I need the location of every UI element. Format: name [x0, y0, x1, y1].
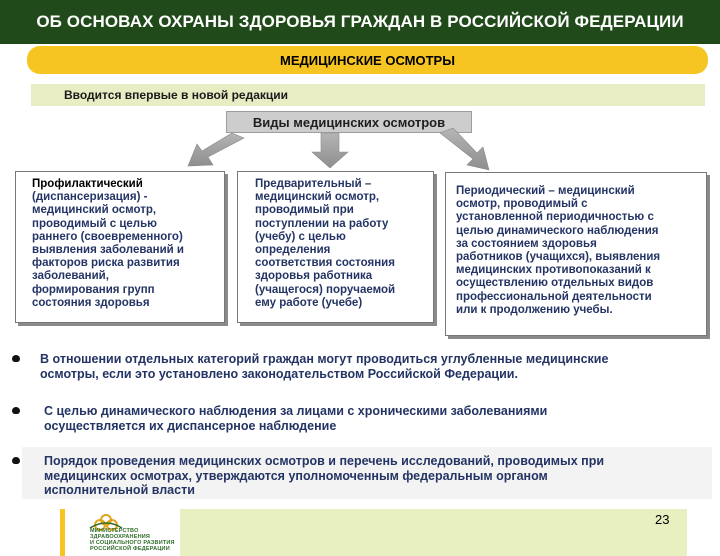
- note-text: Вводится впервые в новой редакции: [64, 88, 289, 102]
- list-item-line: Порядок проведения медицинских осмотров и перечень исследований, проводимых при: [44, 454, 605, 468]
- arrow-right-icon: [440, 128, 489, 170]
- box-line: за состоянием здоровья: [456, 237, 597, 250]
- box-line: или к продолжению учебы.: [456, 303, 613, 316]
- arrow-middle-icon: [312, 133, 348, 168]
- list-item-line: осмотры, если это установлено законодательством Российской Федерации.: [40, 366, 518, 381]
- box-line: осуществлению отдельных видов: [456, 277, 654, 290]
- kind-box-preliminary: [237, 171, 434, 323]
- box-line: (учебу) с целью: [255, 230, 346, 243]
- list-item-line: осуществляется их диспансерное наблюдение: [44, 418, 337, 433]
- box-line: проводимый с целью: [32, 217, 158, 230]
- box-line: формирования групп: [32, 283, 155, 296]
- logo-line: РОССИЙСКОЙ ФЕДЕРАЦИИ: [90, 546, 170, 552]
- logo-line: ЗДРАВООХРАНЕНИЯ: [90, 534, 151, 540]
- list-item-line: В отношении отдельных категорий граждан могут проводиться углубленные медицинские: [40, 352, 609, 366]
- box-line: медицинский осмотр,: [32, 204, 157, 217]
- box-line: профессиональной деятельности: [456, 290, 652, 303]
- list-item-line: С целью динамического наблюдения за лицами с хроническими заболеваниями: [44, 404, 548, 418]
- box-line: установленной периодичностью с: [456, 211, 654, 224]
- footer-accent: [60, 509, 65, 556]
- box-line: Предварительный –: [255, 178, 372, 190]
- diagram-title-text: Виды медицинских осмотров: [252, 114, 446, 130]
- list-item-line: медицинских осмотрах, утверждаются уполномоченным федеральным органом: [44, 468, 548, 483]
- ministry-logo-text: [90, 528, 185, 552]
- bullet-icon: [12, 457, 20, 464]
- page-title: ОБ ОСНОВАХ ОХРАНЫ ЗДОРОВЬЯ ГРАЖДАН В РОССИЙСКОЙ ФЕДЕРАЦИИ: [36, 12, 684, 31]
- list-item-text: [44, 404, 684, 433]
- arrow-left-icon: [188, 133, 244, 166]
- box-line: заболеваний,: [32, 270, 109, 283]
- box-line: медицинских противопоказаний к: [456, 264, 651, 277]
- logo-line: И СОЦИАЛЬНОГО РАЗВИТИЯ: [90, 540, 175, 546]
- box-line: (учащегося) поручаемой: [255, 283, 396, 296]
- box-line: проводимый при: [255, 204, 354, 217]
- box-line: определения: [255, 244, 331, 257]
- box-line: выявления заболеваний и: [32, 244, 185, 257]
- box-line: здоровья работника: [255, 270, 373, 283]
- box-line: (диспансеризация) -: [32, 191, 148, 204]
- section-title: МЕДИЦИНСКИЕ ОСМОТРЫ: [280, 52, 455, 68]
- box-line: работников (учащихся), выявления: [456, 251, 661, 264]
- kind-box-periodic: [445, 172, 707, 336]
- box-line: ему работе (учебе): [255, 296, 363, 309]
- box-line: целью динамического наблюдения: [456, 224, 659, 237]
- page-number: 23: [655, 512, 670, 527]
- box-line: Периодический – медицинский: [456, 185, 635, 197]
- box-line: Профилактический: [32, 178, 143, 190]
- box-line: раннего (своевременного): [32, 230, 183, 243]
- box-line: соответствия состояния: [255, 257, 395, 270]
- bullet-icon: [12, 407, 20, 414]
- list-item-text: [44, 454, 684, 498]
- box-line: поступлении на работу: [255, 217, 389, 230]
- logo-line: МИНИСТЕРСТВО: [90, 528, 139, 534]
- list-item-line: исполнительной власти: [44, 483, 195, 497]
- bullet-icon: [12, 355, 20, 362]
- box-line: состояния здоровья: [32, 296, 150, 309]
- box-line: медицинский осмотр,: [255, 191, 380, 204]
- kind-box-preventive: [15, 171, 225, 323]
- box-line: факторов риска развития: [32, 257, 180, 270]
- list-item-text: [40, 352, 680, 381]
- box-line: осмотр, проводимый с: [456, 198, 588, 211]
